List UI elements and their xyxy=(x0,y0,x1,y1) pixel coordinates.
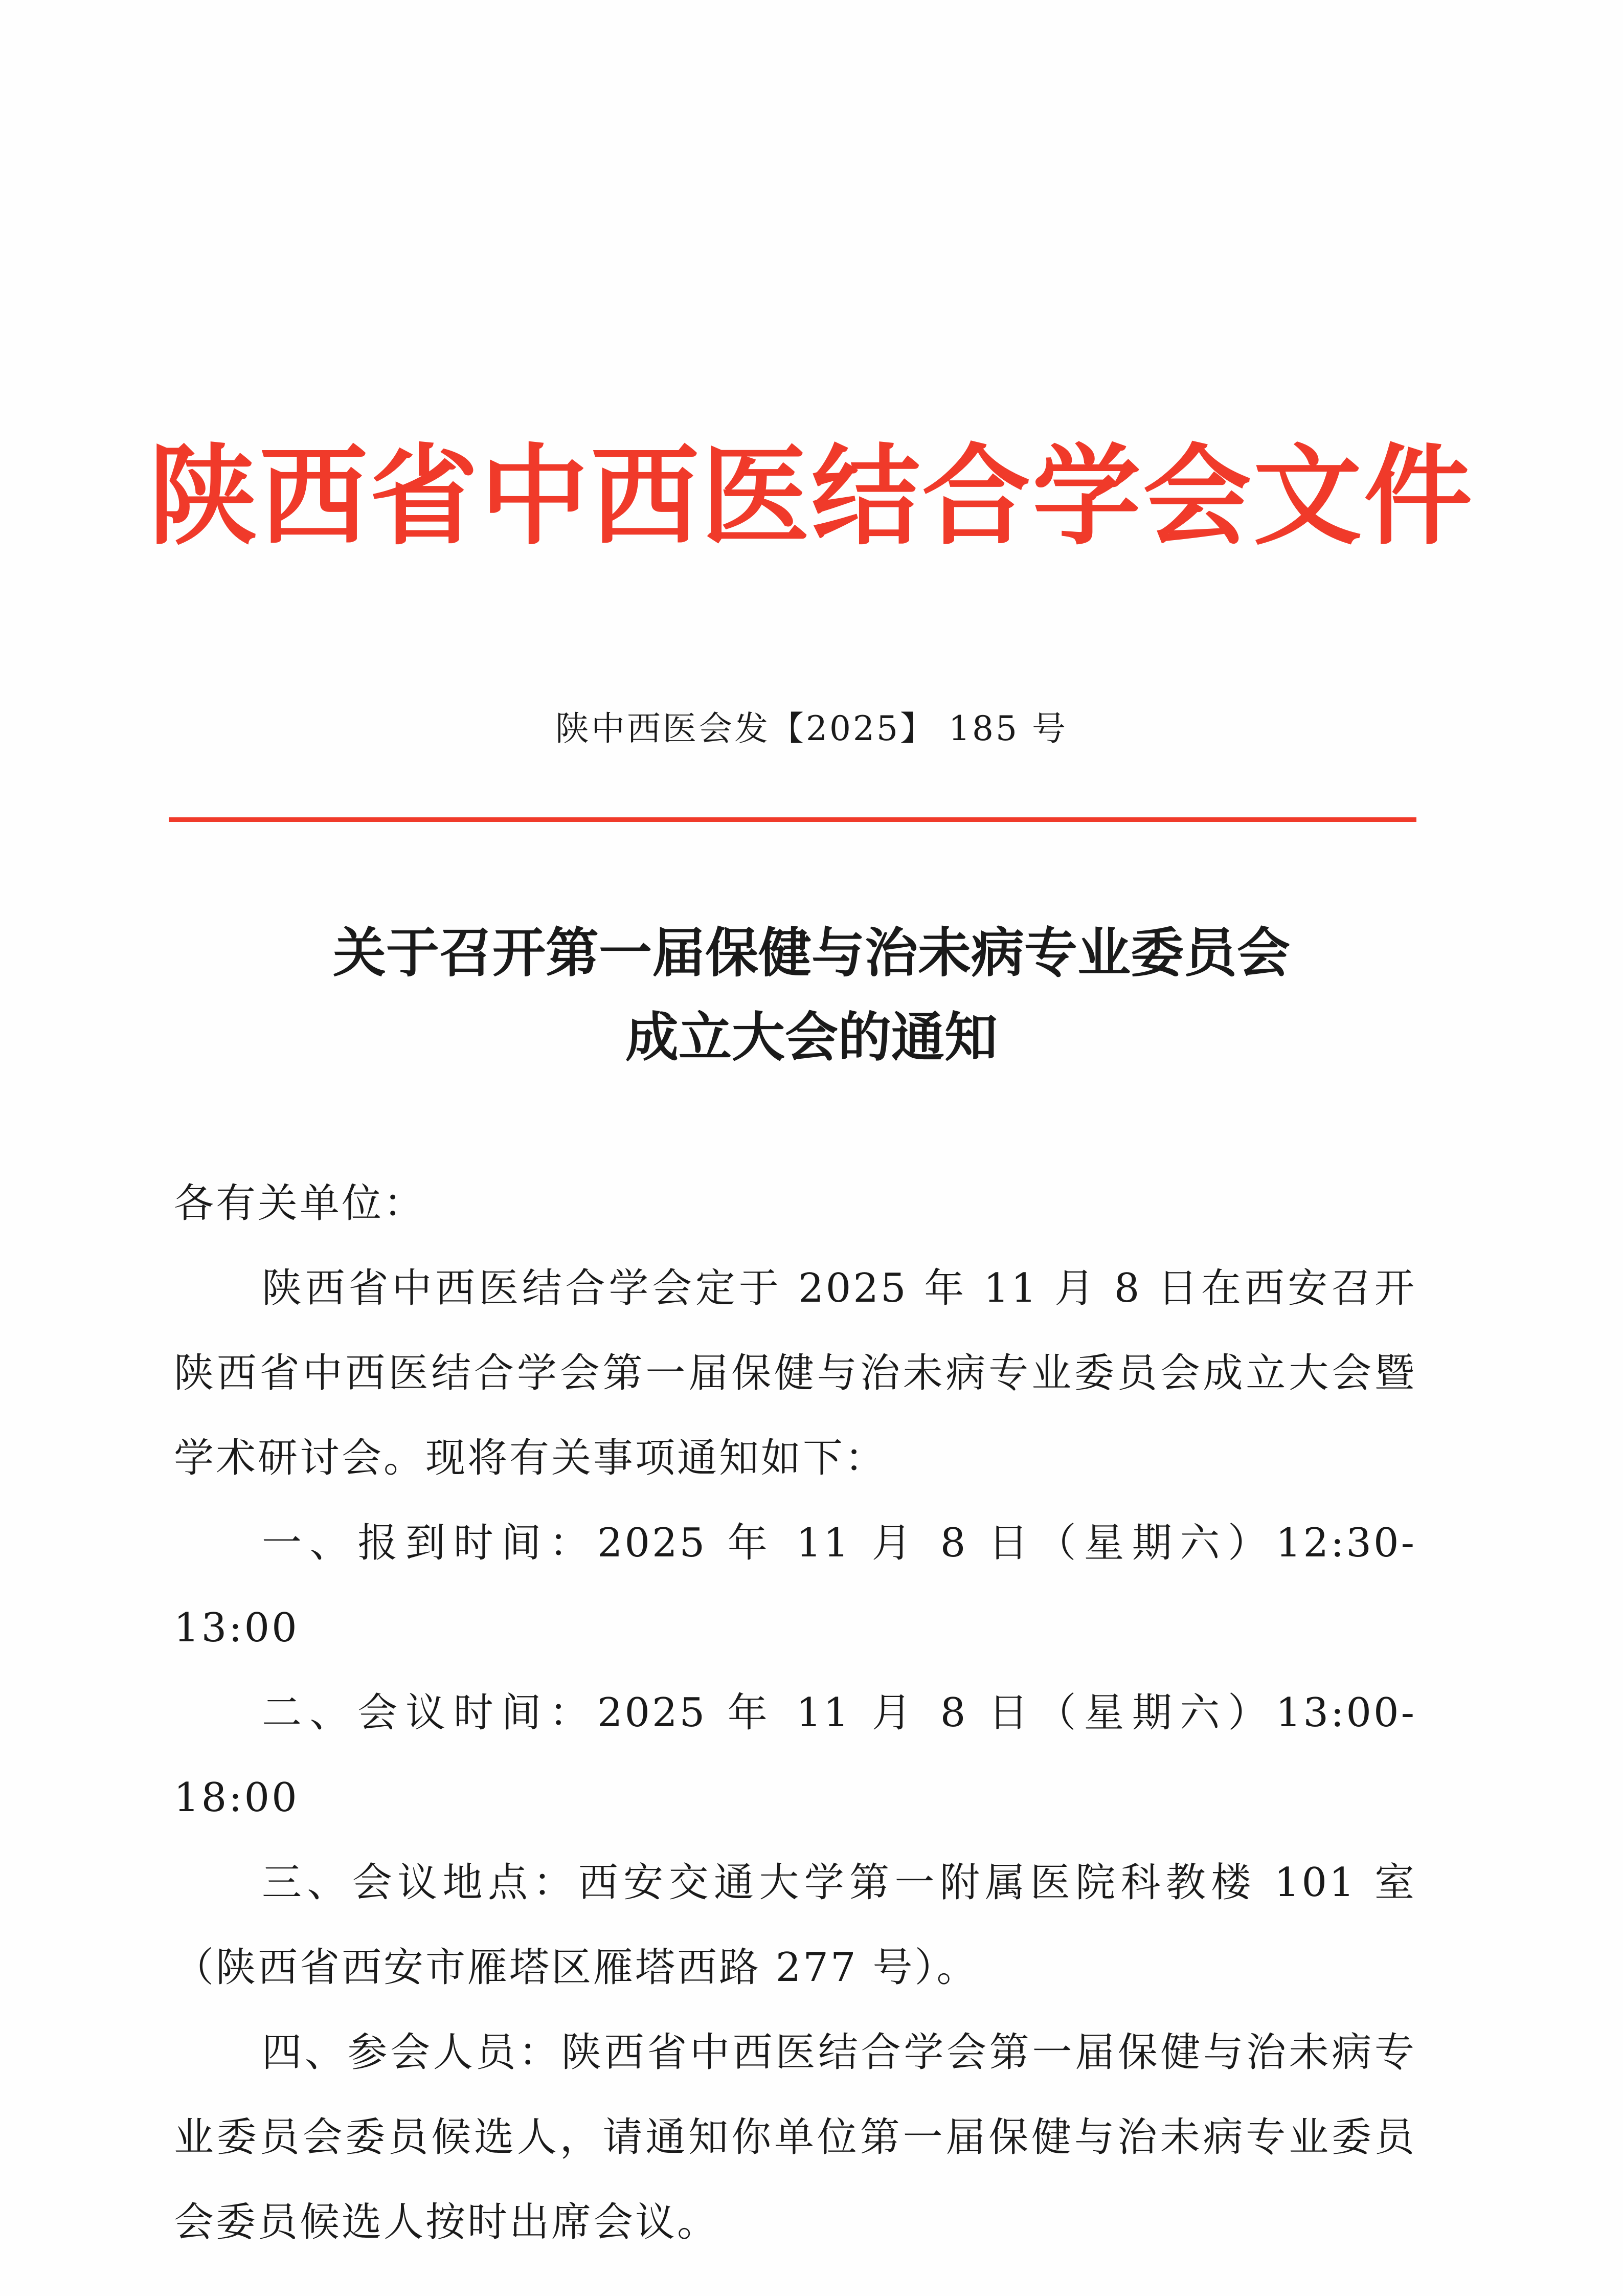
document-number: 陕中西医会发【2025】 185 号 xyxy=(555,709,1068,748)
item-registration-time: 一、报到时间：2025 年 11 月 8 日（星期六）12:30-13:00 xyxy=(174,1520,1416,1651)
item-meeting-location: 三、会议地点：西安交通大学第一附属医院科教楼 101 室（陕西省西安市雁塔区雁塔西路 277 号）。 xyxy=(174,1860,1416,1991)
notice-body xyxy=(174,1161,1416,2265)
red-divider-line xyxy=(169,817,1416,822)
salutation: 各有关单位： xyxy=(174,1180,426,1227)
notice-title-line-1: 关于召开第一届保健与治未病专业委员会 xyxy=(332,921,1290,984)
issuer-masthead: 陕西省中西医结合学会文件 xyxy=(149,432,1474,560)
item-meeting-time: 二、会议时间：2025 年 11 月 8 日（星期六）13:00-18:00 xyxy=(174,1690,1416,1821)
notice-title xyxy=(0,910,1623,1079)
item-attendees: 四、参会人员：陕西省中西医结合学会第一届保健与治未病专业委员会委员候选人，请通知你单位第一届保健与治未病专业委员会委员候选人按时出席会议。 xyxy=(174,2030,1416,2245)
notice-title-line-2: 成立大会的通知 xyxy=(625,1006,998,1068)
intro-paragraph: 陕西省中西医结合学会定于 2025 年 11 月 8 日在西安召开陕西省中西医结合学会第一届保健与治未病专业委员会成立大会暨学术研讨会。现将有关事项通知如下： xyxy=(174,1265,1416,1481)
